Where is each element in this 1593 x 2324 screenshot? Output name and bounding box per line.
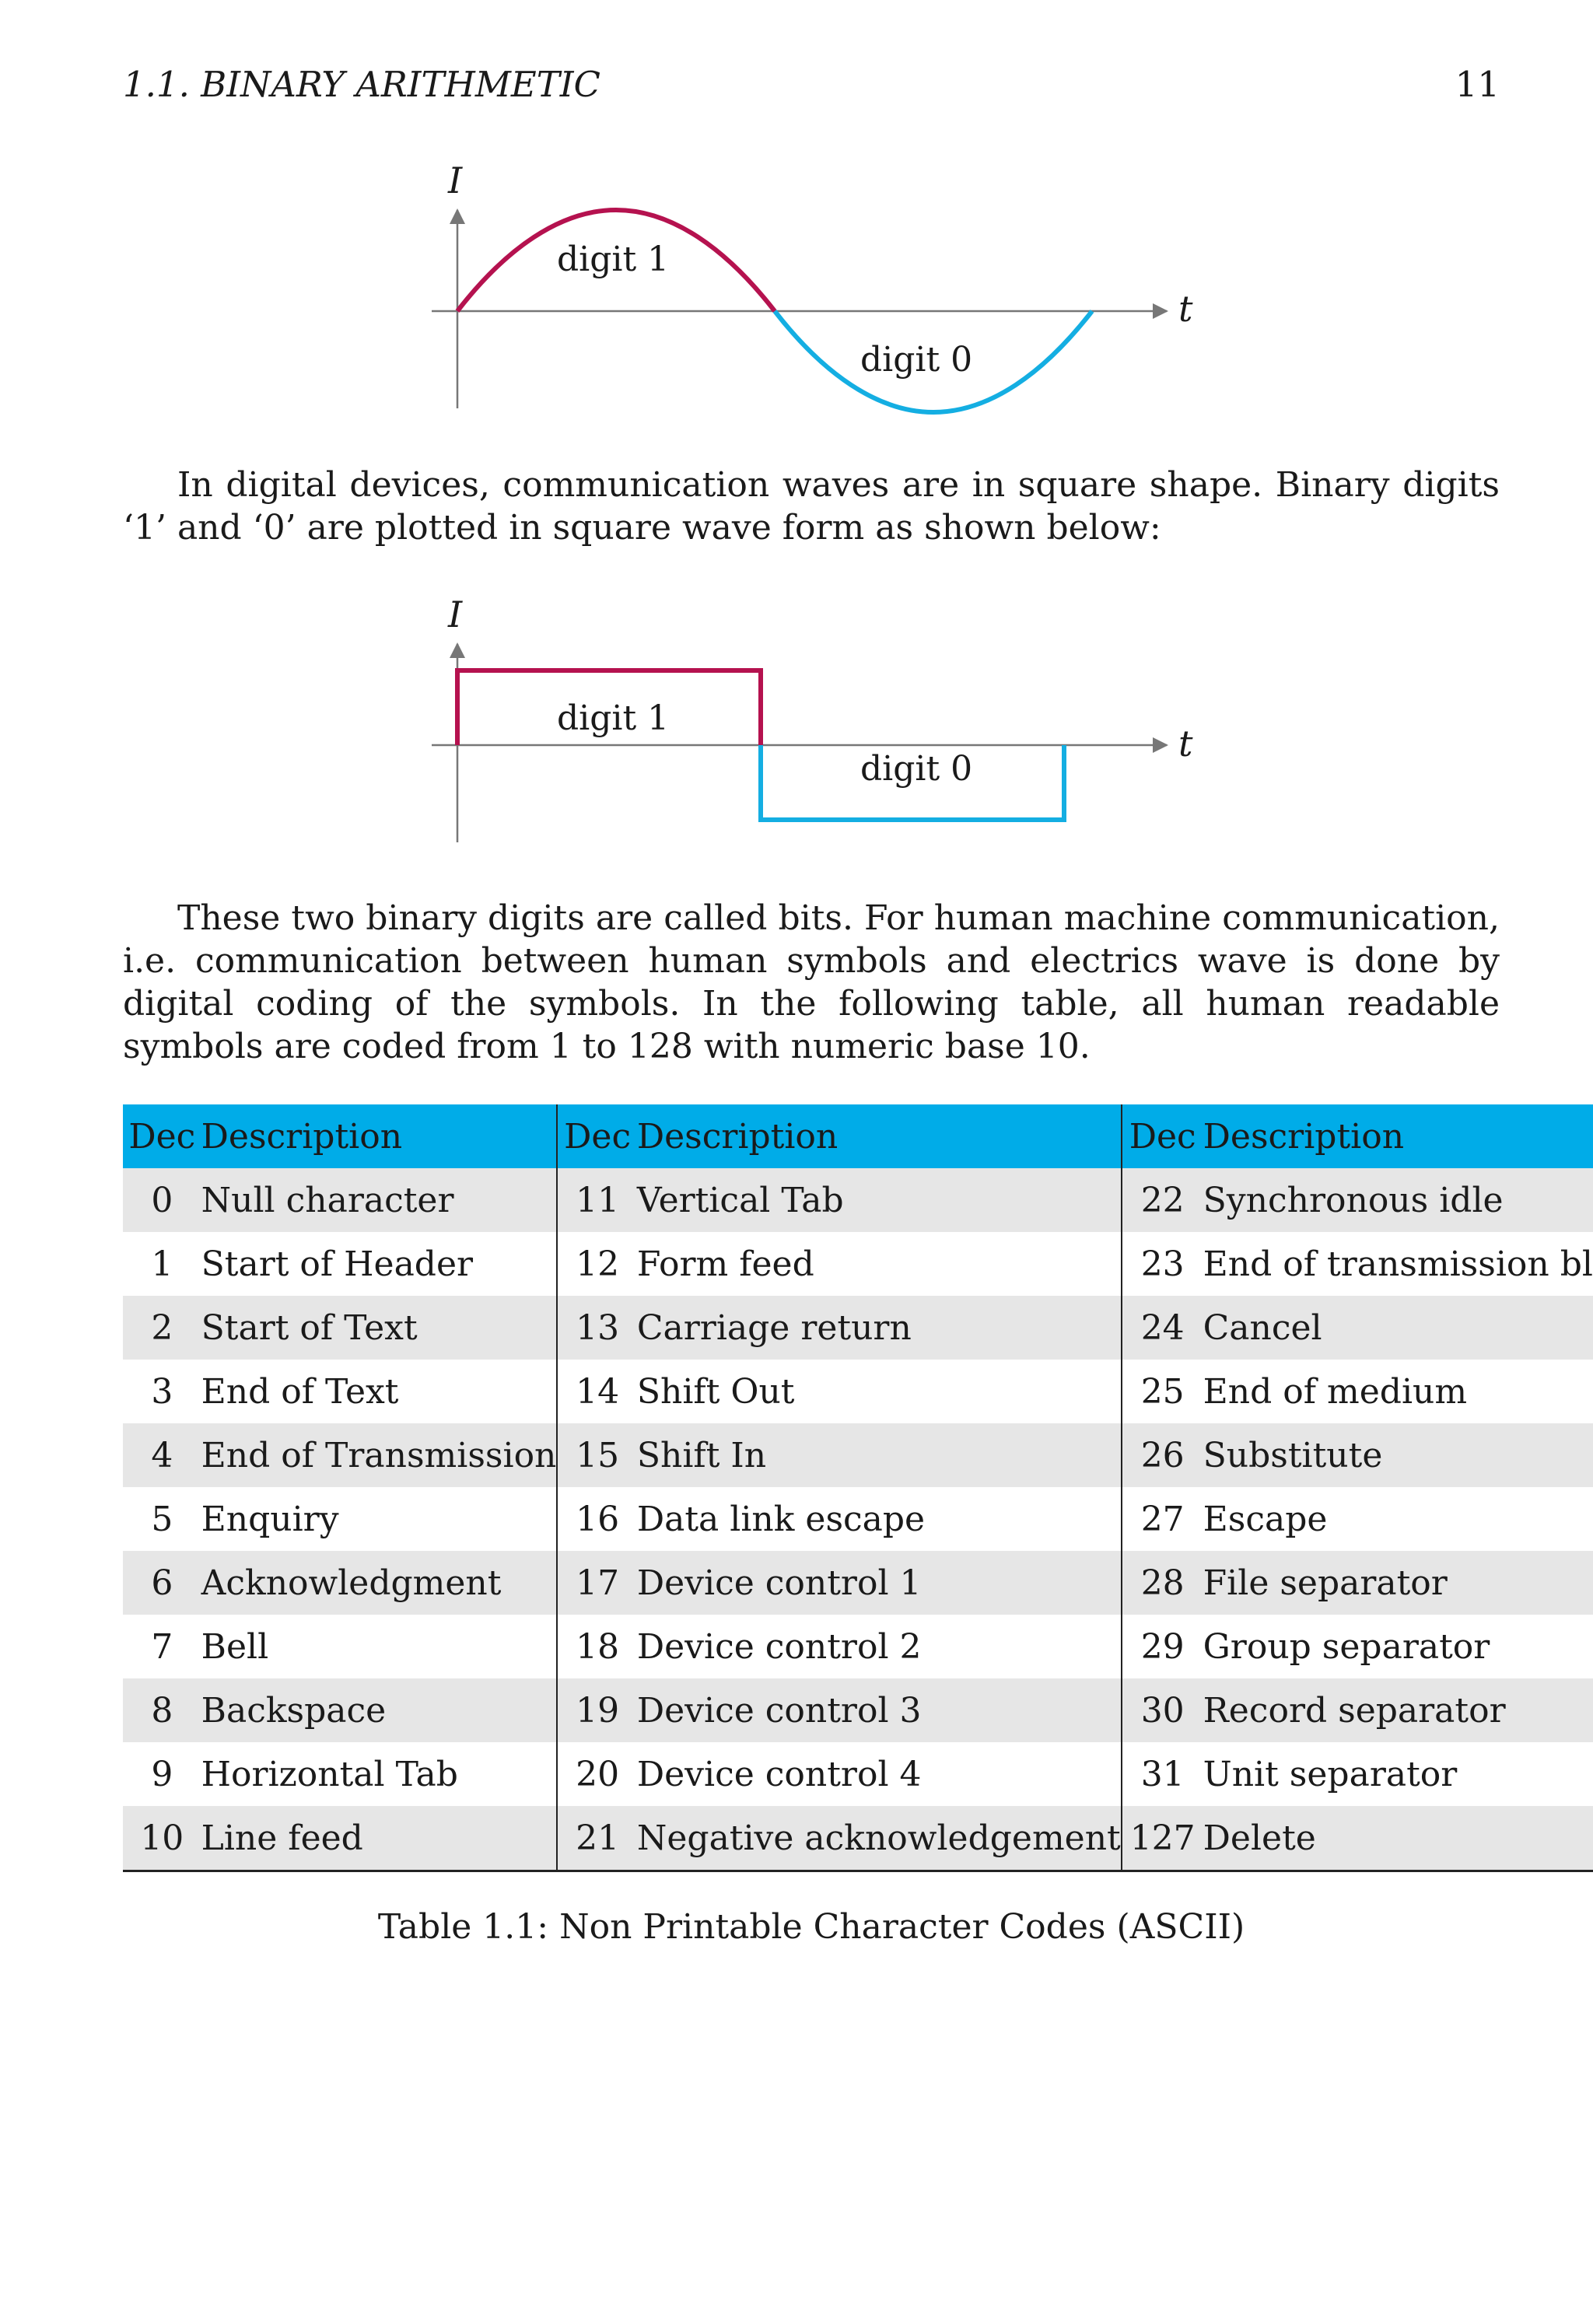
cell-dec: 4: [123, 1423, 201, 1487]
header-description: Description: [1203, 1104, 1593, 1168]
cell-description: Record separator: [1203, 1678, 1593, 1742]
cell-dec: 28: [1122, 1551, 1203, 1615]
table-row: [123, 1232, 1593, 1296]
table-row: [123, 1615, 1593, 1678]
header-dec: Dec: [123, 1104, 201, 1168]
table-row: [123, 1551, 1593, 1615]
cell-description: End of transmission bl: [1203, 1244, 1593, 1284]
table-row: [123, 1423, 1593, 1487]
table-header-row: [123, 1104, 1593, 1168]
cell-dec: 6: [123, 1551, 201, 1615]
cell-description: Shift In: [637, 1423, 1122, 1487]
ascii-table: [123, 1104, 1593, 1872]
cell-description: Bell: [201, 1626, 269, 1667]
square-digit-0-label: digit 0: [860, 749, 973, 789]
cell-dec: 27: [1122, 1487, 1203, 1551]
cell-dec: 31: [1122, 1742, 1203, 1806]
cell-description: Negative acknowledgement: [637, 1806, 1122, 1871]
cell-description: End of Text: [201, 1371, 399, 1412]
cell-description: Device control 1: [637, 1551, 1122, 1615]
cell-description: Device control 3: [637, 1678, 1122, 1742]
cell-dec: 30: [1122, 1678, 1203, 1742]
cell-dec: 18: [557, 1615, 636, 1678]
square-x-label: t: [1178, 723, 1193, 765]
cell-description: Delete: [1203, 1806, 1593, 1871]
cell-dec: 5: [151, 1499, 173, 1539]
cell-description: Device control 2: [636, 1626, 922, 1667]
cell-dec: 20: [557, 1742, 636, 1806]
cell-description: End of Transmission: [201, 1423, 558, 1487]
table-row: [123, 1806, 1593, 1871]
ascii-table-container: [123, 1104, 1593, 1872]
cell-dec: 24: [1122, 1296, 1203, 1360]
cell-dec: 3: [151, 1371, 173, 1412]
cell-description: Null character: [201, 1168, 558, 1232]
paragraph-square-shape: In digital devices, communication waves are in square shape. Binary digits ‘1’ and ‘0’ are plotted in square wave form as shown below:: [123, 465, 1500, 548]
cell-dec: 1: [151, 1244, 173, 1284]
cell-dec: 21: [557, 1806, 636, 1871]
cell-description: End of medium: [1203, 1371, 1468, 1412]
section-title: 1.1. BINARY ARITHMETIC: [123, 64, 600, 105]
cell-description: Start of Header: [201, 1244, 474, 1284]
square-y-label: I: [448, 593, 463, 635]
cell-description: Group separator: [1203, 1626, 1490, 1667]
cell-dec: 26: [1122, 1423, 1203, 1487]
cell-description: Cancel: [1203, 1296, 1593, 1360]
header-description: Description: [201, 1104, 558, 1168]
cell-description: Carriage return: [637, 1296, 1122, 1360]
cell-dec: 19: [557, 1678, 636, 1742]
cell-description: Vertical Tab: [637, 1168, 1122, 1232]
paragraph-bits: These two binary digits are called bits. For human machine communication, i.e. communication between human symbols and electrics wave is done by digital coding of the symbols. In the following table, all human readable symbols are coded from 1 to 128 with numeric base 10.: [123, 898, 1500, 1066]
cell-dec: 7: [151, 1626, 173, 1667]
cell-dec: 12: [557, 1232, 636, 1296]
cell-description: Synchronous idle: [1203, 1168, 1593, 1232]
cell-description: Device control 4: [636, 1754, 922, 1794]
cell-dec: 10: [123, 1806, 201, 1871]
cell-dec: 17: [557, 1551, 636, 1615]
cell-dec: 13: [557, 1296, 636, 1360]
cell-dec: 29: [1122, 1615, 1203, 1678]
cell-description: File separator: [1203, 1551, 1593, 1615]
sine-digit-1-label: digit 1: [557, 240, 670, 279]
cell-dec: 11: [557, 1168, 636, 1232]
cell-description: Backspace: [201, 1678, 558, 1742]
cell-description: Start of Text: [201, 1296, 558, 1360]
cell-dec: 0: [123, 1168, 201, 1232]
header-description: Description: [637, 1104, 1122, 1168]
cell-description: Escape: [1203, 1499, 1328, 1539]
cell-dec: 22: [1122, 1168, 1203, 1232]
table-caption: Table 1.1: Non Printable Character Codes (ASCII): [377, 1907, 1245, 1947]
cell-description: Shift Out: [636, 1371, 795, 1412]
cell-description: Form feed: [636, 1244, 814, 1284]
cell-dec: 14: [557, 1360, 636, 1423]
header-dec: Dec: [1122, 1104, 1203, 1168]
square-wave-figure: [0, 0, 1593, 856]
cell-description: Horizontal Tab: [201, 1754, 458, 1794]
page-number: 11: [1455, 64, 1500, 105]
cell-dec: 8: [123, 1678, 201, 1742]
table-row: [123, 1742, 1593, 1806]
cell-dec: 9: [151, 1754, 173, 1794]
square-digit-1-label: digit 1: [557, 698, 670, 738]
cell-description: Substitute: [1203, 1423, 1593, 1487]
cell-description: Data link escape: [636, 1499, 926, 1539]
sine-y-label: I: [448, 159, 463, 201]
cell-description: Line feed: [201, 1806, 558, 1871]
table-row: [123, 1487, 1593, 1551]
cell-description: Acknowledgment: [201, 1551, 558, 1615]
table-row: [123, 1360, 1593, 1423]
table-row: [123, 1678, 1593, 1742]
cell-dec: 2: [123, 1296, 201, 1360]
cell-dec: 127: [1122, 1806, 1203, 1871]
cell-description: Unit separator: [1203, 1754, 1458, 1794]
table-row: [123, 1296, 1593, 1360]
cell-description: Enquiry: [201, 1499, 339, 1539]
header-dec: Dec: [557, 1104, 636, 1168]
sine-x-label: t: [1178, 288, 1193, 330]
cell-dec: 16: [557, 1487, 636, 1551]
cell-dec: 25: [1122, 1360, 1203, 1423]
table-body: [123, 1168, 1593, 1871]
cell-dec: 15: [557, 1423, 636, 1487]
sine-digit-0-label: digit 0: [860, 340, 973, 380]
cell-dec: 23: [1122, 1232, 1203, 1296]
table-row: [123, 1168, 1593, 1232]
